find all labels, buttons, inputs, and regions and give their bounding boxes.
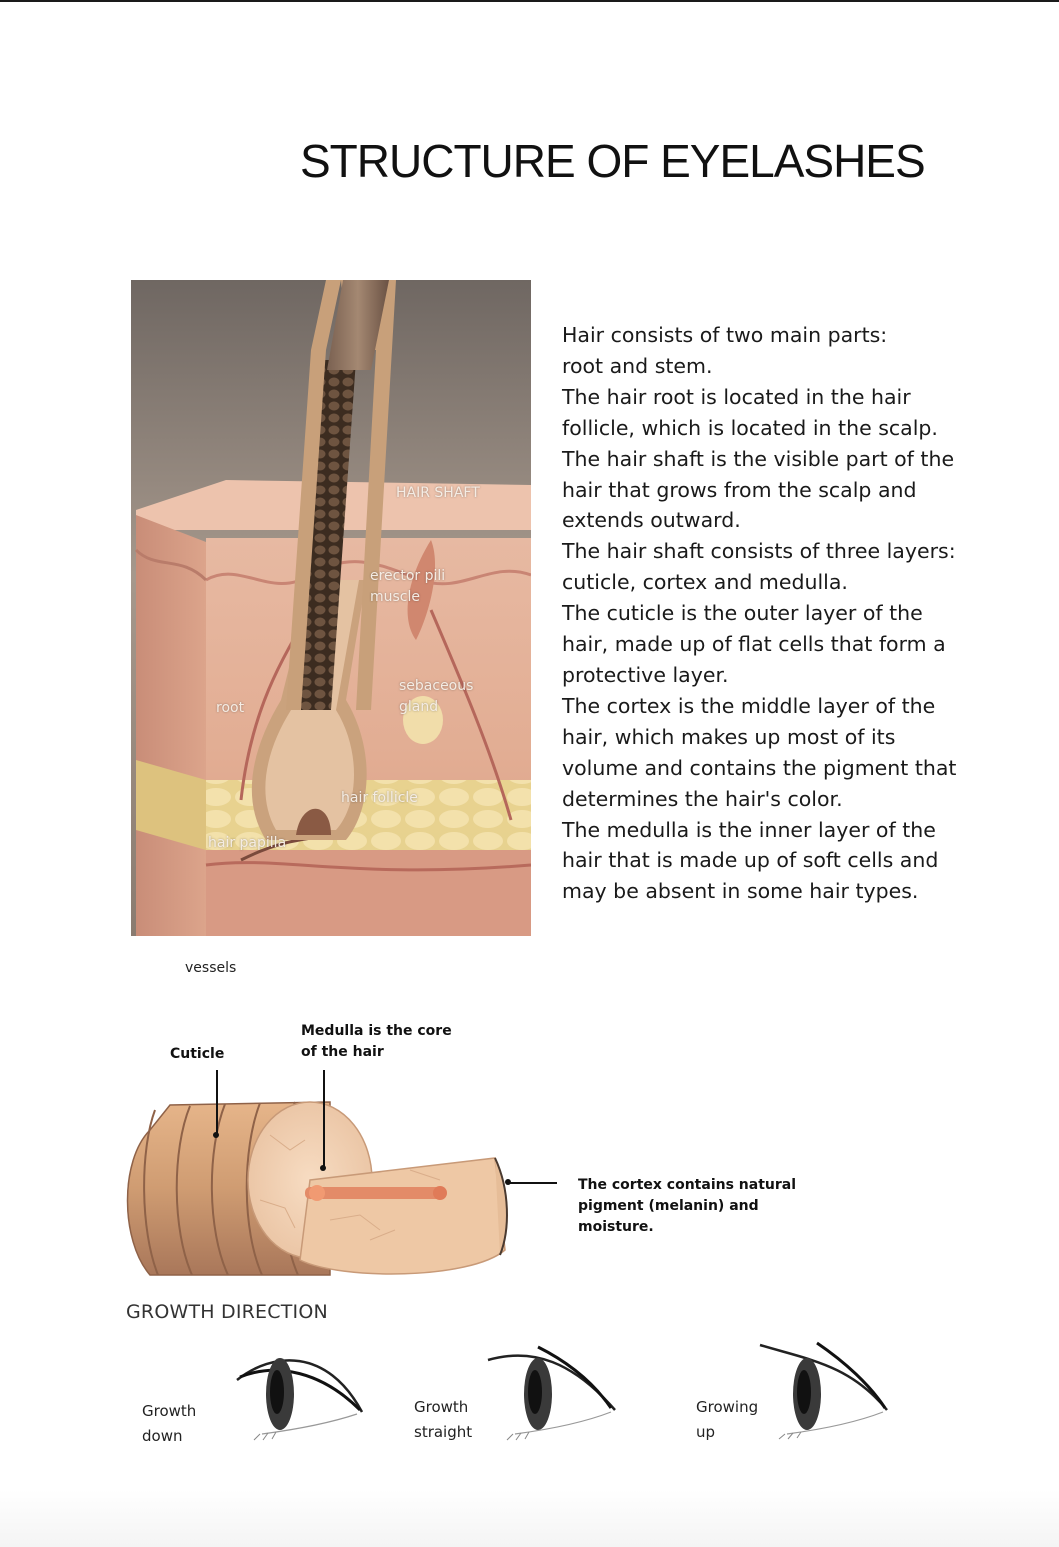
callout-cortex-line1: The cortex contains natural bbox=[578, 1177, 797, 1193]
cortex-leader-line bbox=[510, 1182, 557, 1184]
hair-cross-section bbox=[110, 1090, 530, 1290]
label-sebaceous-line2: gland bbox=[399, 699, 439, 715]
label-hair-papilla: hair papilla bbox=[208, 835, 287, 851]
cuticle-leader-dot bbox=[213, 1132, 219, 1138]
eye-growing-up-icon bbox=[755, 1340, 895, 1440]
description-line: Hair consists of two main parts: bbox=[562, 323, 888, 347]
hair-follicle-illustration bbox=[131, 280, 531, 936]
growth-label-down-line1: Growth bbox=[142, 1402, 197, 1420]
top-border bbox=[0, 0, 1059, 2]
label-hair-follicle: hair follicle bbox=[341, 790, 418, 806]
growth-label-up-line1: Growing bbox=[696, 1398, 759, 1416]
callout-cortex bbox=[578, 1175, 796, 1238]
callout-medulla-line1: Medulla is the core bbox=[301, 1023, 452, 1039]
label-vessels: vessels bbox=[185, 960, 237, 976]
callout-cortex-line2: pigment (melanin) and bbox=[578, 1198, 759, 1214]
description-line: The cortex is the middle layer of the bbox=[562, 693, 936, 718]
description-line: hair, which makes up most of its bbox=[562, 724, 896, 749]
cross-section-drawing bbox=[110, 1090, 530, 1290]
label-erector-pili-line2: muscle bbox=[370, 589, 421, 605]
description-line: may be absent in some hair types. bbox=[562, 879, 919, 904]
description-line: The hair root is located in the hair bbox=[562, 384, 911, 409]
description-line: cuticle, cortex and medulla. bbox=[562, 570, 848, 595]
description-line: extends outward. bbox=[562, 508, 741, 533]
callout-medulla-line2: of the hair bbox=[301, 1044, 384, 1060]
description-line: volume and contains the pigment that bbox=[562, 755, 957, 780]
growth-label-straight bbox=[414, 1395, 472, 1445]
growth-label-straight-line2: straight bbox=[414, 1423, 473, 1441]
label-erector-pili-line1: erector pili bbox=[370, 568, 446, 584]
medulla-leader-dot bbox=[320, 1165, 326, 1171]
growth-label-up-line2: up bbox=[696, 1423, 716, 1441]
cuticle-leader-line bbox=[216, 1070, 218, 1134]
description-line: The hair shaft is the visible part of the bbox=[562, 446, 955, 471]
follicle-drawing bbox=[131, 280, 531, 936]
medulla-leader-line bbox=[323, 1070, 325, 1166]
description-line: hair that grows from the scalp and bbox=[562, 477, 917, 502]
bottom-edge bbox=[0, 1490, 1059, 1547]
growth-direction-heading: GROWTH DIRECTION bbox=[126, 1301, 328, 1323]
description-line: The cuticle is the outer layer of the bbox=[562, 601, 923, 626]
callout-cortex-line3: moisture. bbox=[578, 1219, 654, 1235]
label-hair-shaft: HAIR SHAFT bbox=[396, 485, 480, 501]
label-sebaceous-line1: sebaceous bbox=[399, 678, 474, 694]
label-root: root bbox=[216, 700, 245, 716]
description bbox=[562, 320, 982, 907]
description-line: The medulla is the inner layer of the bbox=[562, 817, 936, 842]
growth-label-down bbox=[142, 1399, 196, 1449]
label-sebaceous-gland bbox=[399, 676, 473, 718]
label-erector-pili bbox=[370, 566, 445, 608]
description-line: follicle, which is located in the scalp. bbox=[562, 415, 938, 440]
description-line: hair, made up of flat cells that form a bbox=[562, 632, 946, 657]
callout-medulla bbox=[301, 1021, 452, 1063]
eye-growth-down-icon bbox=[232, 1342, 372, 1442]
growth-label-straight-line1: Growth bbox=[414, 1398, 469, 1416]
cortex-leader-dot bbox=[505, 1179, 511, 1185]
description-line: hair that is made up of soft cells and bbox=[562, 848, 939, 873]
description-line: The hair shaft consists of three layers: bbox=[562, 539, 956, 564]
eye-growth-straight-icon bbox=[483, 1342, 623, 1442]
description-line: protective layer. bbox=[562, 662, 729, 687]
callout-cuticle: Cuticle bbox=[170, 1046, 225, 1062]
description-line: determines the hair's color. bbox=[562, 786, 843, 811]
page-title: STRUCTURE OF EYELASHES bbox=[300, 135, 925, 187]
growth-label-up bbox=[696, 1395, 758, 1445]
growth-label-down-line2: down bbox=[142, 1427, 183, 1445]
description-line: root and stem. bbox=[562, 353, 713, 378]
